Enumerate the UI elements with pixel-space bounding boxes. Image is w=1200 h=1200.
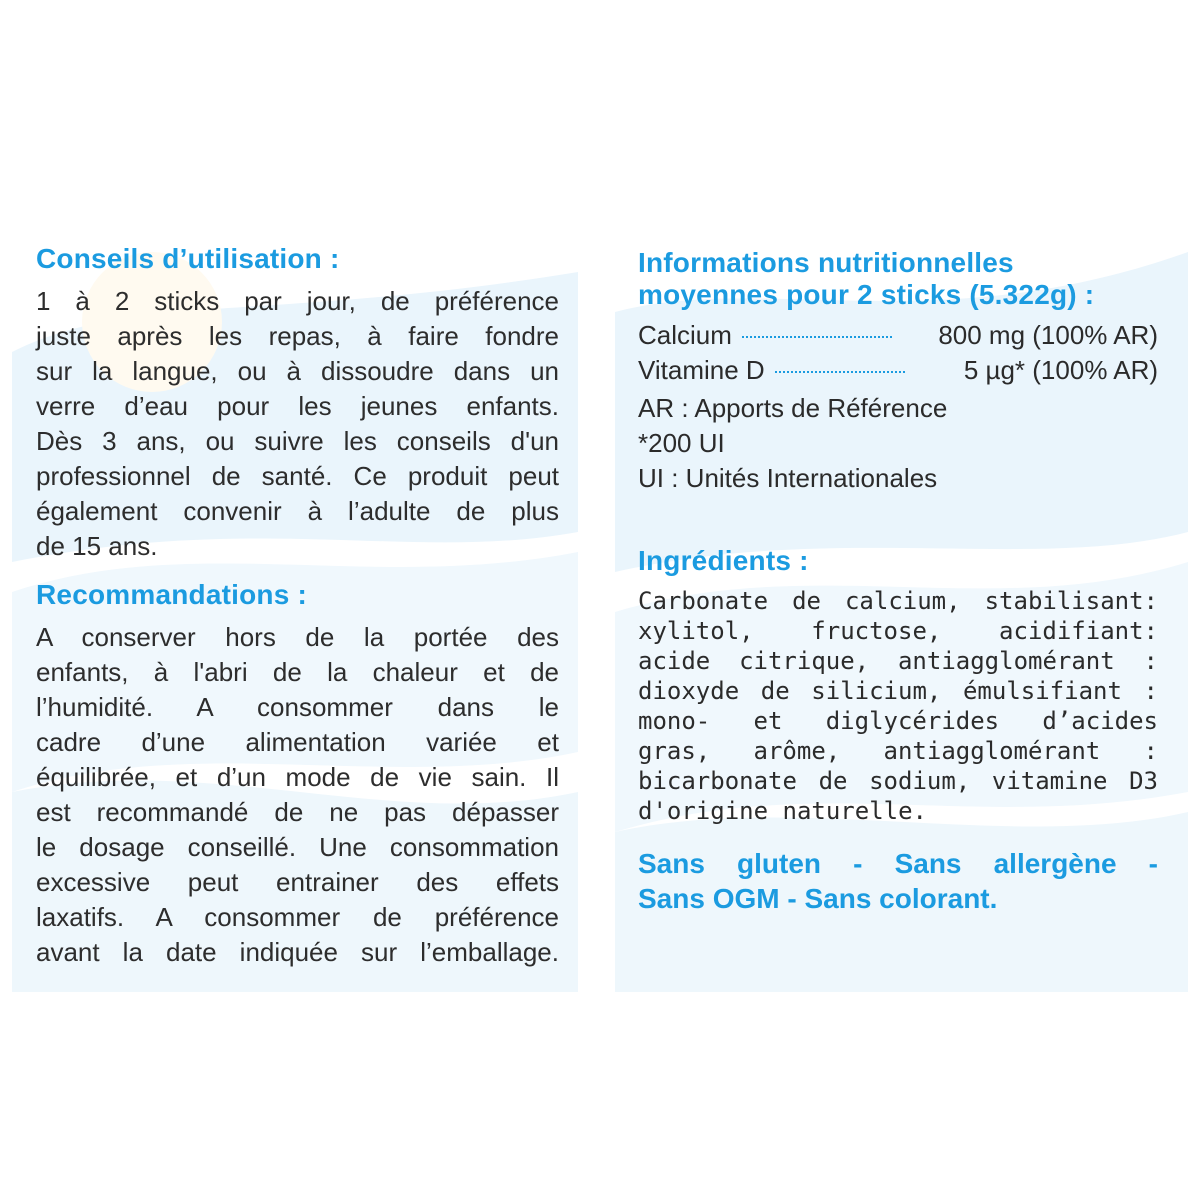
ingredients-line: xylitol, fructose, acidifiant: — [638, 617, 1158, 645]
nutrient-value: 800 mg (100% AR) — [938, 320, 1158, 350]
nutrition-panel — [615, 232, 1188, 992]
ingredients-line: mono- et diglycérides d’acides — [638, 707, 1158, 735]
dotted-leader — [775, 371, 905, 373]
usage-line: verre d’eau pour les jeunes enfants. — [36, 391, 559, 421]
recommendation-line: A conserver hors de la portée des — [36, 622, 559, 652]
claim-line: Sans gluten - Sans allergène - — [638, 848, 1158, 879]
recommendation-line: excessive peut entrainer des effets — [36, 867, 559, 897]
usage-line: 1 à 2 sticks par jour, de préférence — [36, 286, 559, 316]
nutrient-row-calcium — [638, 318, 1158, 353]
usage-line: professionnel de santé. Ce produit peut — [36, 461, 559, 491]
ingredients-line: acide citrique, antiagglomérant : — [638, 647, 1158, 675]
usage-line: de 15 ans. — [36, 531, 158, 561]
usage-line: également convenir à l’adulte de plus — [36, 496, 559, 526]
usage-line: juste après les repas, à faire fondre — [36, 321, 559, 351]
recommendation-line: est recommandé de ne pas dépasser — [36, 797, 559, 827]
usage-line: Dès 3 ans, ou suivre les conseils d'un — [36, 426, 559, 456]
recommendation-line: l’humidité. A consommer dans le — [36, 692, 559, 722]
nutrition-heading: Informations nutritionnelles — [638, 247, 1014, 278]
nutrient-name: Calcium — [638, 320, 732, 350]
ingredients-line: d'origine naturelle. — [638, 797, 927, 825]
ingredients-line: dioxyde de silicium, émulsifiant : — [638, 677, 1158, 705]
ingredients-line: Carbonate de calcium, stabilisant: — [638, 587, 1158, 615]
recommendation-line: le dosage conseillé. Une consommation — [36, 832, 559, 862]
recommendation-line: cadre d’une alimentation variée et — [36, 727, 559, 757]
nutrition-heading-sub: moyennes pour 2 sticks (5.322g) : — [638, 279, 1095, 310]
ingredients-list — [638, 586, 1158, 826]
nutrient-row-vitamin-d — [638, 353, 1158, 388]
footnote: *200 UI — [638, 428, 725, 458]
nutrient-value: 5 µg* (100% AR) — [963, 355, 1158, 385]
dotted-leader — [742, 336, 892, 338]
ingredients-heading: Ingrédients : — [638, 545, 809, 576]
allergen-claims — [638, 846, 1158, 916]
usage-panel — [12, 232, 578, 992]
recommendation-line: équilibrée, et d’un mode de vie sain. Il — [36, 762, 559, 792]
recommendation-line: enfants, à l'abri de la chaleur et de — [36, 657, 559, 687]
claim-line: Sans OGM - Sans colorant. — [638, 883, 998, 914]
footnote: UI : Unités Internationales — [638, 463, 938, 493]
usage-heading: Conseils d’utilisation : — [36, 243, 340, 274]
ingredients-line: gras, arôme, antiagglomérant : — [638, 737, 1158, 765]
recommendation-line: laxatifs. A consommer de préférence — [36, 902, 559, 932]
footnote: AR : Apports de Référence — [638, 393, 948, 423]
nutrient-name: Vitamine D — [638, 355, 765, 385]
usage-line: sur la langue, ou à dissoudre dans un — [36, 356, 559, 386]
recommendations-heading: Recommandations : — [36, 579, 307, 610]
ingredients-line: bicarbonate de sodium, vitamine D3 — [638, 767, 1158, 795]
recommendation-line: avant la date indiquée sur l’emballage. — [36, 937, 559, 967]
